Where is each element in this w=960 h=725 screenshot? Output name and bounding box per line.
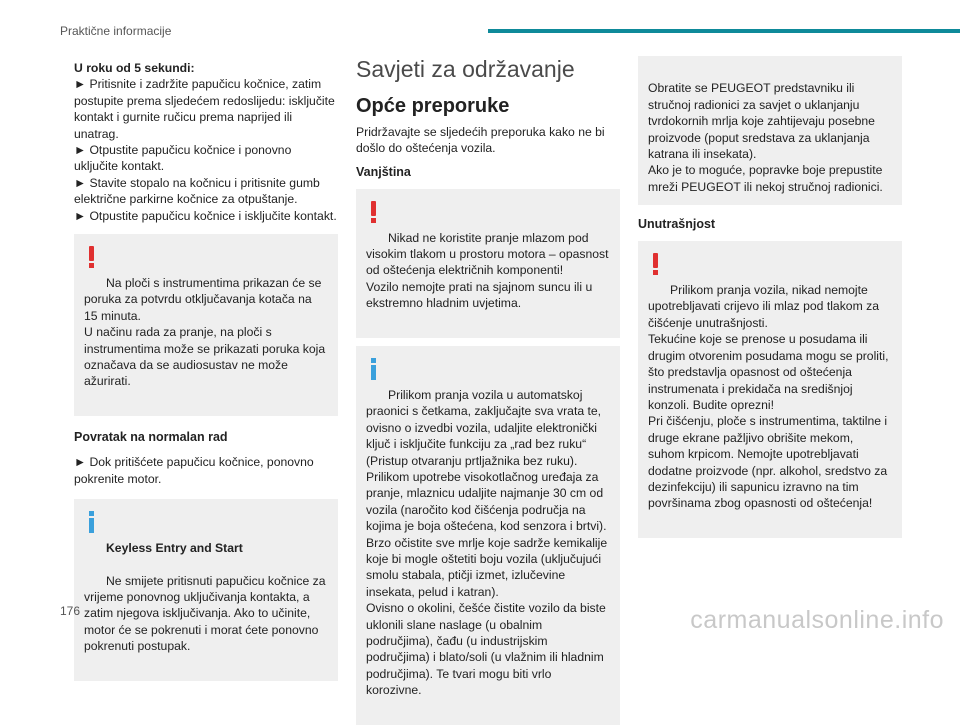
note-text: Obratite se PEUGEOT predstavniku ili stručnoj radionici za savjet o uklanjanju tvrdokornih mrlja koje zahtijevaju posebne proizvode (poput sredstava za uklanjanja katrana ili insekata). Ako je to moguće, popravke boje prepustite mreži PEUGEOT ili nekoj stručnoj radionici.: [648, 81, 883, 194]
info-title: Keyless Entry and Start: [106, 540, 243, 555]
warning-box: [638, 241, 902, 538]
warning-text: Na ploči s instrumentima prikazan će se poruka za potvrdu otključavanja kotača na 15 minuta. U načinu rada za pranje, na ploči s instrumentima može se prikazati poruka koja označava da se audiosustav ne može ažurirati.: [84, 275, 326, 389]
column-1: [74, 56, 338, 681]
warning-icon: [370, 201, 377, 223]
column-3: [638, 56, 902, 538]
column-2: [356, 56, 620, 725]
intro-text: Pridržavajte se sljedećih preporuka kako ne bi došlo do oštećenja vozila.: [356, 125, 605, 156]
running-header: Praktične informacije: [60, 24, 172, 38]
header-accent-bar: [488, 29, 960, 33]
main-heading: Savjeti za održavanje: [356, 56, 575, 82]
warning-box: [74, 234, 338, 416]
warning-text: Prilikom pranja vozila, nikad nemojte upotrebljavati crijevo ili mlaz pod tlakom za čišćenje unutrašnjosti. Tekućine koje se prenose u posudama ili drugim otvorenim posudama mogu se proliti, što predstavlja opasnost od oštećenja instrumenata i prekidača na središnjoj konzoli. Budite oprezni! Pri čišćenju, ploče s instrumentima, taktilne i druge ekrane pažljivo obrišite mekom, suhom krpicom. Nemojte upotrebljavati dodatne proizvode (npr. alkohol, sredstvo za dezinfekciju) ili sapunicu izravno na tim površinama zbog opasnosti od oštećenja!: [648, 283, 889, 511]
watermark: carmanualsonline.info: [690, 606, 944, 634]
info-box: [74, 499, 338, 681]
section-body-normal-mode: ► Dok pritišćete papučicu kočnice, ponovno pokrenite motor.: [74, 455, 314, 486]
note-box: [638, 56, 902, 205]
steps-title: U roku od 5 sekundi:: [74, 61, 195, 75]
steps-body: ► Pritisnite i zadržite papučicu kočnice, zatim postupite prema sljedećem redoslijedu: isključite kontakt i gurnite ručicu prema naprijed ili unatrag. ► Otpustite papučicu kočnice i ponovno uključite kontakt. ► Stavite stopalo na kočnicu i pritisnite gumb električne parkirne kočnice za otpuštanje. ► Otpustite papučicu kočnice i isključite kontakt.: [74, 77, 337, 223]
warning-box: [356, 189, 620, 338]
section-heading-normal-mode: Povratak na normalan rad: [74, 430, 228, 445]
info-text: Ne smijete pritisnuti papučicu kočnice za vrijeme ponovnog uključivanja kontakta, a zatim njegova isključivanja. Ako to učinite, motor će se pokrenuti i morat ćete ponovno pokrenuti postupak.: [84, 573, 326, 654]
info-box: [356, 346, 620, 725]
exterior-heading: Vanjština: [356, 164, 411, 179]
page-number: 176: [60, 604, 81, 618]
interior-heading: Unutrašnjost: [638, 217, 716, 232]
info-icon: [370, 358, 377, 380]
warning-icon: [88, 246, 95, 268]
info-icon: [88, 511, 95, 533]
warning-icon: [652, 253, 659, 275]
info-text: Prilikom pranja vozila u automatskoj praonici s četkama, zaključajte sva vrata te, ovisno o izvedbi vozila, udaljite elektronički ključ i isključite funkciju za „rad bez ruku“ (Pristup otvaranju prtljažnika bez ruku). Prilikom upotrebe visokotlačnog uređaja za pranje, mlaznicu udaljite najmanje 30 cm od vozila (naročito kod čišćenja područja na kojima je boja oštećena, kod senzora i brtvi). Brzo očistite sve mrlje koje sadrže kemikalije koje bi mogle oštetiti boju vozila (uključujući smolu stabala, ptičji izmet, izlučevine insekata, pelud i katran). Ovisno o okolini, češće čistite vozilo da biste uklonili slane naslage (u obalnim područjima), čađu (u industrijskim područjima) i blato/soli (u vlažnim ili hladnim područjima). Te tvari mogu biti vrlo korozivne.: [366, 387, 608, 698]
warning-text: Nikad ne koristite pranje mlazom pod visokim tlakom u prostoru motora – opasnost od oštećenja električnih komponenti! Vozilo nemojte prati na sjajnom suncu ili u ekstremno hladnim uvjetima.: [366, 230, 609, 311]
sub-heading: Opće preporuke: [356, 95, 510, 117]
